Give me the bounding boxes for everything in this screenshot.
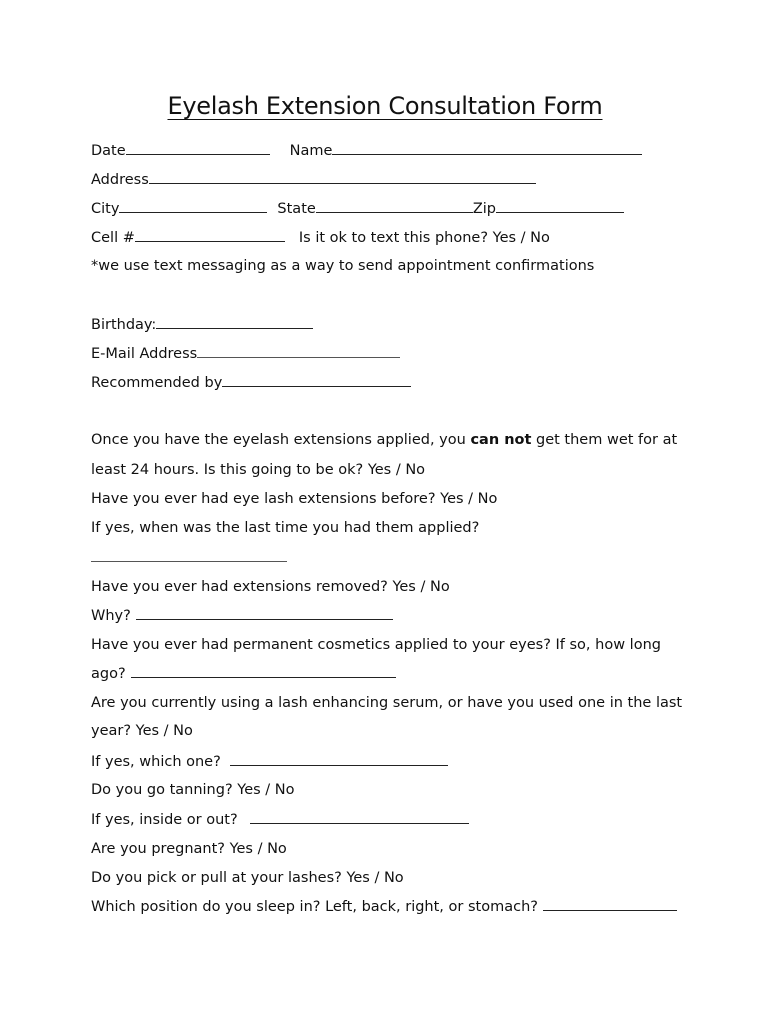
email-label: E-Mail Address — [91, 346, 198, 362]
text-ok-question: Is it ok to text this phone? Yes / No — [298, 230, 550, 246]
recommended-label: Recommended by — [91, 375, 223, 391]
email-row — [91, 344, 400, 363]
birthday-label: Birthday: — [91, 317, 157, 333]
sleep-row — [91, 897, 677, 916]
city-field[interactable] — [119, 199, 267, 213]
permanent-question-line2: ago? — [91, 666, 126, 682]
birthday-field[interactable] — [156, 315, 313, 329]
address-label: Address — [91, 172, 149, 188]
serum-question-line1: Are you currently using a lash enhancing serum, or have you used one in the last — [91, 695, 683, 711]
address-row — [91, 170, 536, 189]
last-time-question: If yes, when was the last time you had them applied? — [91, 520, 480, 536]
why-label: Why? — [91, 608, 131, 624]
permanent-question-line1: Have you ever had permanent cosmetics applied to your eyes? If so, how long — [91, 637, 661, 653]
sleep-field[interactable] — [543, 897, 677, 911]
name-field[interactable] — [332, 141, 642, 155]
state-label: State — [277, 201, 316, 217]
removed-question: Have you ever had extensions removed? Yes / No — [91, 579, 450, 595]
date-name-row — [91, 141, 642, 160]
which-one-field[interactable] — [230, 752, 448, 766]
text-note: *we use text messaging as a way to send appointment confirmations — [91, 258, 595, 274]
serum-question-line2: year? Yes / No — [91, 723, 193, 739]
pregnant-question: Are you pregnant? Yes / No — [91, 841, 287, 857]
cell-row — [91, 228, 550, 247]
sleep-question: Which position do you sleep in? Left, back, right, or stomach? — [91, 899, 538, 915]
permanent-field[interactable] — [131, 664, 396, 678]
last-time-answer-row — [91, 548, 287, 567]
inside-out-row — [91, 810, 469, 829]
which-one-label: If yes, which one? — [91, 754, 221, 770]
wet-question-line2: least 24 hours. Is this going to be ok? Yes / No — [91, 462, 426, 478]
date-label: Date — [91, 143, 126, 159]
date-field[interactable] — [126, 141, 270, 155]
birthday-row — [91, 315, 313, 334]
last-time-field[interactable] — [91, 548, 287, 562]
inside-out-field[interactable] — [250, 810, 469, 824]
wet-question-emphasis: can not — [470, 432, 532, 448]
why-field[interactable] — [136, 606, 393, 620]
inside-out-label: If yes, inside or out? — [91, 812, 238, 828]
recommended-field[interactable] — [222, 373, 411, 387]
wet-question-line1 — [91, 431, 677, 449]
which-one-row — [91, 752, 448, 771]
form-title: Eyelash Extension Consultation Form — [167, 92, 603, 120]
pick-pull-question: Do you pick or pull at your lashes? Yes / No — [91, 870, 404, 886]
cell-label: Cell # — [91, 230, 135, 246]
cell-field[interactable] — [135, 228, 285, 242]
recommended-row — [91, 373, 411, 392]
city-label: City — [91, 201, 120, 217]
why-row — [91, 606, 393, 625]
permanent-row — [91, 664, 396, 683]
wet-question-text: Once you have the eyelash extensions applied, you — [91, 432, 471, 448]
zip-label: Zip — [472, 201, 496, 217]
state-field[interactable] — [316, 199, 473, 213]
city-state-zip-row — [91, 199, 624, 218]
wet-question-text-end: get them wet for at — [531, 432, 678, 448]
email-field[interactable] — [197, 344, 400, 358]
had-before-question: Have you ever had eye lash extensions before? Yes / No — [91, 491, 498, 507]
tanning-question: Do you go tanning? Yes / No — [91, 782, 295, 798]
zip-field[interactable] — [496, 199, 624, 213]
address-field[interactable] — [149, 170, 536, 184]
name-label: Name — [289, 143, 333, 159]
